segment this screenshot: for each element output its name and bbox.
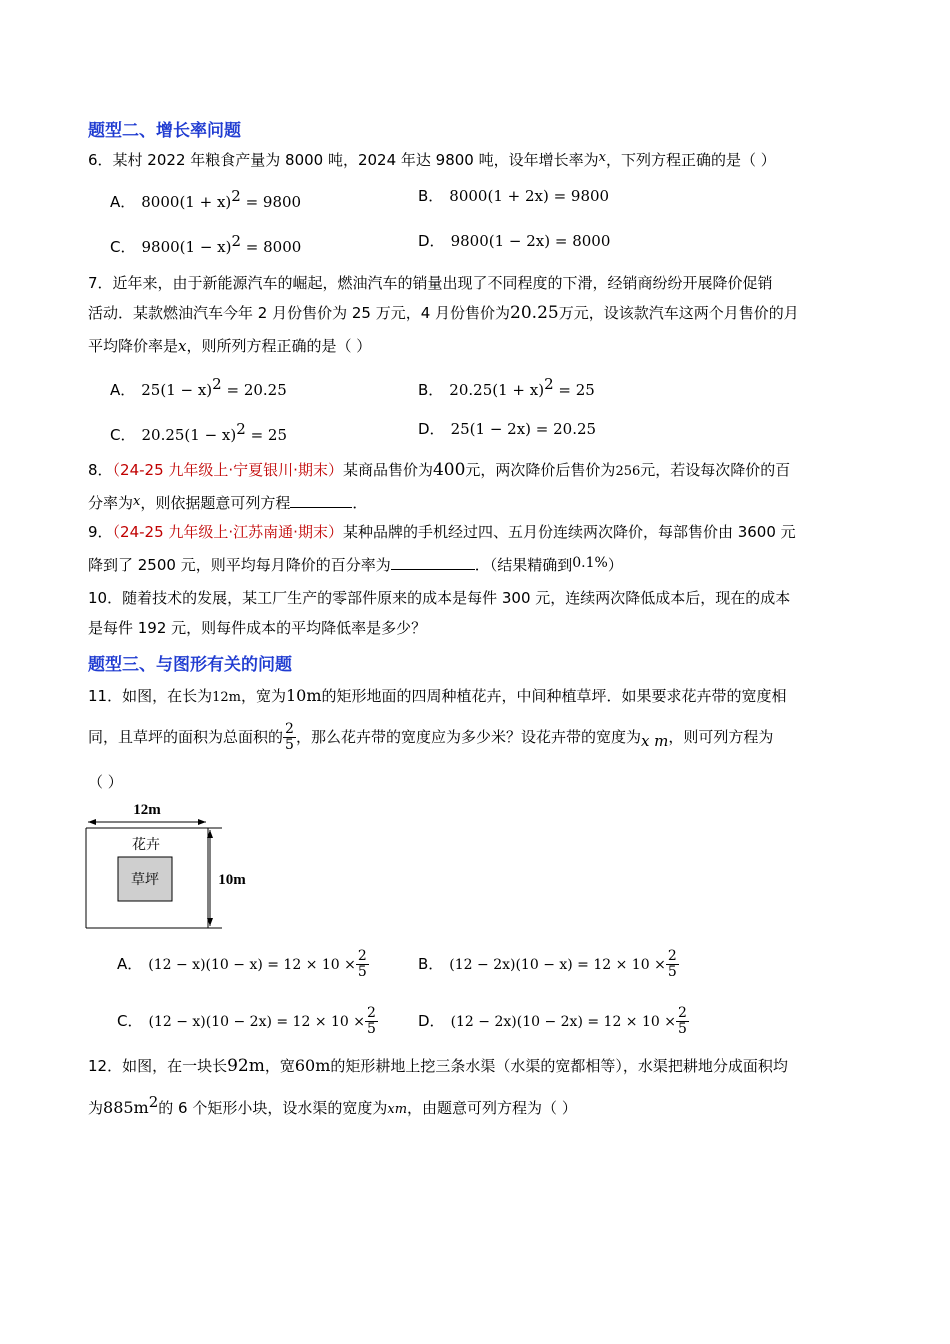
question-11-line-3: （ ） [88,773,123,791]
section-title-growth-rate: 题型二、增长率问题 [88,121,241,141]
q11-option-d[interactable] [418,1001,689,1042]
q12-text-b: ，宽 [264,1057,295,1075]
q11-option-d-label: D． [418,1012,445,1030]
question-10-line-1: 10．随着技术的发展，某工厂生产的零部件原来的成本是每件 300 元，连续两次降低成本后，现在的成本 [88,589,791,607]
q8-line2-end: ． [352,494,368,512]
q7-line2-b: 万元，设该款汽车这两个月售价的月 [558,304,799,322]
q6-option-a-rhs: = 9800 [240,193,302,211]
q7-line2-a: 活动．某款燃油汽车今年 2 月份售价为 25 万元，4 月份售价为 [88,304,511,322]
q11-option-d-num: 2 [677,1005,687,1021]
q12-len: 92m [227,1056,265,1076]
q11-line2-b: ，那么花卉带的宽度应为多少米？设花卉带的宽度为 [295,728,641,746]
q7-option-a-exp: 2 [212,375,222,393]
q11-wid: 10m [285,686,322,705]
q11-option-a-expr: (12 − x)(10 − x) = 12 × 10 × [148,957,356,973]
q11-figure [84,800,254,930]
q6-option-a-label: A． [110,193,136,211]
q12-text-a: 12．如图，在一块长 [88,1057,228,1075]
question-8-line-1 [88,460,790,482]
q9-answer-blank[interactable] [391,555,475,570]
q7-price: 20.25 [510,303,559,323]
q11-option-c[interactable] [117,1001,378,1042]
q11-option-c-num: 2 [367,1005,376,1021]
question-9-line-2 [88,553,623,575]
q8-line2-b: ，则依据题意可列方程 [140,494,291,512]
q7-option-b-rhs: = 25 [553,381,595,399]
q6-option-c-label: C． [110,238,136,256]
q7-option-b-expr: 20.25(1 + x) [449,381,545,399]
figure-height-label: 10m [218,872,246,888]
q11-option-b-frac [666,949,679,980]
q6-var: x [598,150,606,165]
q8-text-c: 元，若设每次降价的百 [640,461,791,479]
q8-text-a: 某商品售价为 [342,461,433,479]
q8-v1: 400 [432,460,466,480]
q12-line2-b: 的 6 个矩形小块，设水渠的宽度为 [158,1099,388,1117]
q7-option-a[interactable] [110,374,287,400]
q6-option-b-expr: 8000(1 + 2x) = 9800 [449,187,610,205]
q8-line2-a: 分率为 [88,494,134,512]
q6-option-a[interactable] [110,186,301,212]
q12-wid: 60m [294,1056,331,1075]
q9-line2-a: 降到了 2500 元，则平均每月降价的百分率为 [88,556,391,574]
q11-line2-c: ，则可列方程为 [668,728,774,746]
q6-option-c[interactable] [110,231,301,257]
q7-option-c[interactable] [110,419,287,445]
figure-width-label: 12m [133,802,161,818]
q11-text-a: 11．如图，在长为 [88,687,213,705]
q12-line2-a: 为 [88,1099,104,1117]
q11-option-b-expr: (12 − 2x)(10 − x) = 12 × 10 × [449,957,666,973]
q6-option-c-exp: 2 [231,232,242,250]
q7-option-c-exp: 2 [236,420,246,438]
q6-option-d-expr: 9800(1 − 2x) = 8000 [450,232,611,250]
q12-area-exp: 2 [148,1093,159,1111]
q12-wvar: xm [387,1102,408,1117]
q11-option-b-label: B． [418,955,444,973]
q6-text-b: ，下列方程正确的是（ ） [605,151,776,169]
q11-fraction-den: 5 [285,737,294,753]
q7-line3-a: 平均降价率是 [88,337,179,355]
question-10-line-2: 是每件 192 元，则每件成本的平均降低率是多少？ [88,619,427,637]
question-6-stem [88,148,776,170]
q11-option-c-frac [365,1006,378,1037]
q9-line2-b: ．（结果精确到 [474,556,573,574]
q6-text-a: 6．某村 2022 年粮食产量为 8000 吨，2024 年达 9800 吨，设年增长率为 [88,151,599,169]
question-9-line-1 [88,522,796,542]
q8-answer-blank[interactable] [290,493,352,508]
q11-option-a-label: A． [117,955,143,973]
section-title-geometry: 题型三、与图形有关的问题 [88,655,292,675]
q8-var: x [133,494,141,509]
figure-flower-label: 花卉 [132,837,160,853]
q6-option-b-label: B． [418,187,444,205]
q11-option-b[interactable] [418,944,679,985]
q9-precision: 0.1% [572,555,608,571]
q11-len: 12m [212,690,241,705]
q7-option-d-label: D． [418,420,445,438]
q11-option-d-expr: (12 − 2x)(10 − 2x) = 12 × 10 × [450,1014,676,1030]
q7-line3-b: ，则所列方程正确的是（ ） [186,337,372,355]
q11-option-b-den: 5 [667,964,677,980]
q12-text-c: 的矩形耕地上挖三条水渠（水渠的宽都相等），水渠把耕地分成面积均 [330,1057,788,1075]
q7-option-d[interactable] [418,419,596,439]
q11-option-c-label: C． [117,1012,143,1030]
question-11-line-1 [88,686,787,708]
question-12-line-2 [88,1092,577,1120]
question-7-line-3 [88,336,371,356]
q8-source: （24-25 九年级上·宁夏银川·期末） [112,461,343,479]
q9-text-a: 某种品牌的手机经过四、五月份连续两次降价，每部售价由 3600 元 [342,523,796,541]
q6-option-b[interactable] [418,186,609,206]
q9-source: （24-25 九年级上·江苏南通·期末） [112,523,343,541]
q11-fraction-num: 2 [285,721,294,737]
q7-option-a-expr: 25(1 − x) [141,381,213,399]
question-11-line-2 [88,720,773,758]
q7-option-b-exp: 2 [544,375,554,393]
q7-var: x [178,337,187,355]
q11-text-b: ，宽为 [240,687,286,705]
figure-lawn-label: 草坪 [131,872,159,888]
q8-v2: 256 [615,464,641,479]
q12-area: 885m [103,1098,149,1117]
q9-num: 9． [88,523,113,541]
q7-option-b[interactable] [418,374,595,400]
q11-text-c: 的矩形地面的四周种植花卉，中间种植草坪．如果要求花卉带的宽度相 [321,687,787,705]
q11-option-a-den: 5 [357,964,367,980]
q11-option-d-den: 5 [677,1021,687,1037]
question-12-line-1 [88,1056,788,1076]
q7-option-b-label: B． [418,381,444,399]
q7-option-c-rhs: = 25 [245,426,287,444]
q11-option-c-den: 5 [367,1021,376,1037]
width-arrow-right [198,819,206,825]
q7-option-a-label: A． [110,381,136,399]
q7-option-a-rhs: = 20.25 [221,381,287,399]
q11-option-a[interactable] [117,944,369,985]
q11-fraction [283,722,296,753]
q11-option-d-frac [676,1006,689,1037]
question-7-line-1: 7．近年来，由于新能源汽车的崛起，燃油汽车的销量出现了不同程度的下滑，经销商纷纷开展降价促销 [88,274,773,292]
width-arrow-left [88,819,96,825]
q8-num: 8． [88,461,113,479]
q6-option-d-label: D． [418,232,445,250]
q9-line2-c: ） [607,556,623,574]
q6-option-c-expr: 9800(1 − x) [141,238,232,256]
question-7-line-2 [88,303,799,323]
q11-option-a-frac [356,949,369,980]
q7-option-c-expr: 20.25(1 − x) [141,426,237,444]
q6-option-a-expr: 8000(1 + x) [141,193,232,211]
q11-option-b-num: 2 [667,948,677,964]
q8-text-b: 元，两次降价后售价为 [465,461,616,479]
q12-line2-c: ，由题意可列方程为（ ） [407,1099,577,1117]
q7-option-c-label: C． [110,426,136,444]
q6-option-d[interactable] [418,231,610,251]
q6-option-c-rhs: = 8000 [241,238,302,256]
q11-line2-a: 同，且草坪的面积为总面积的 [88,728,284,746]
q7-option-d-expr: 25(1 − 2x) = 20.25 [450,420,597,438]
q11-unit-var: x m [640,732,669,750]
q6-option-a-exp: 2 [231,187,241,205]
question-8-line-2 [88,492,367,513]
q11-option-c-expr: (12 − x)(10 − 2x) = 12 × 10 × [148,1014,365,1030]
q11-option-a-num: 2 [357,948,367,964]
